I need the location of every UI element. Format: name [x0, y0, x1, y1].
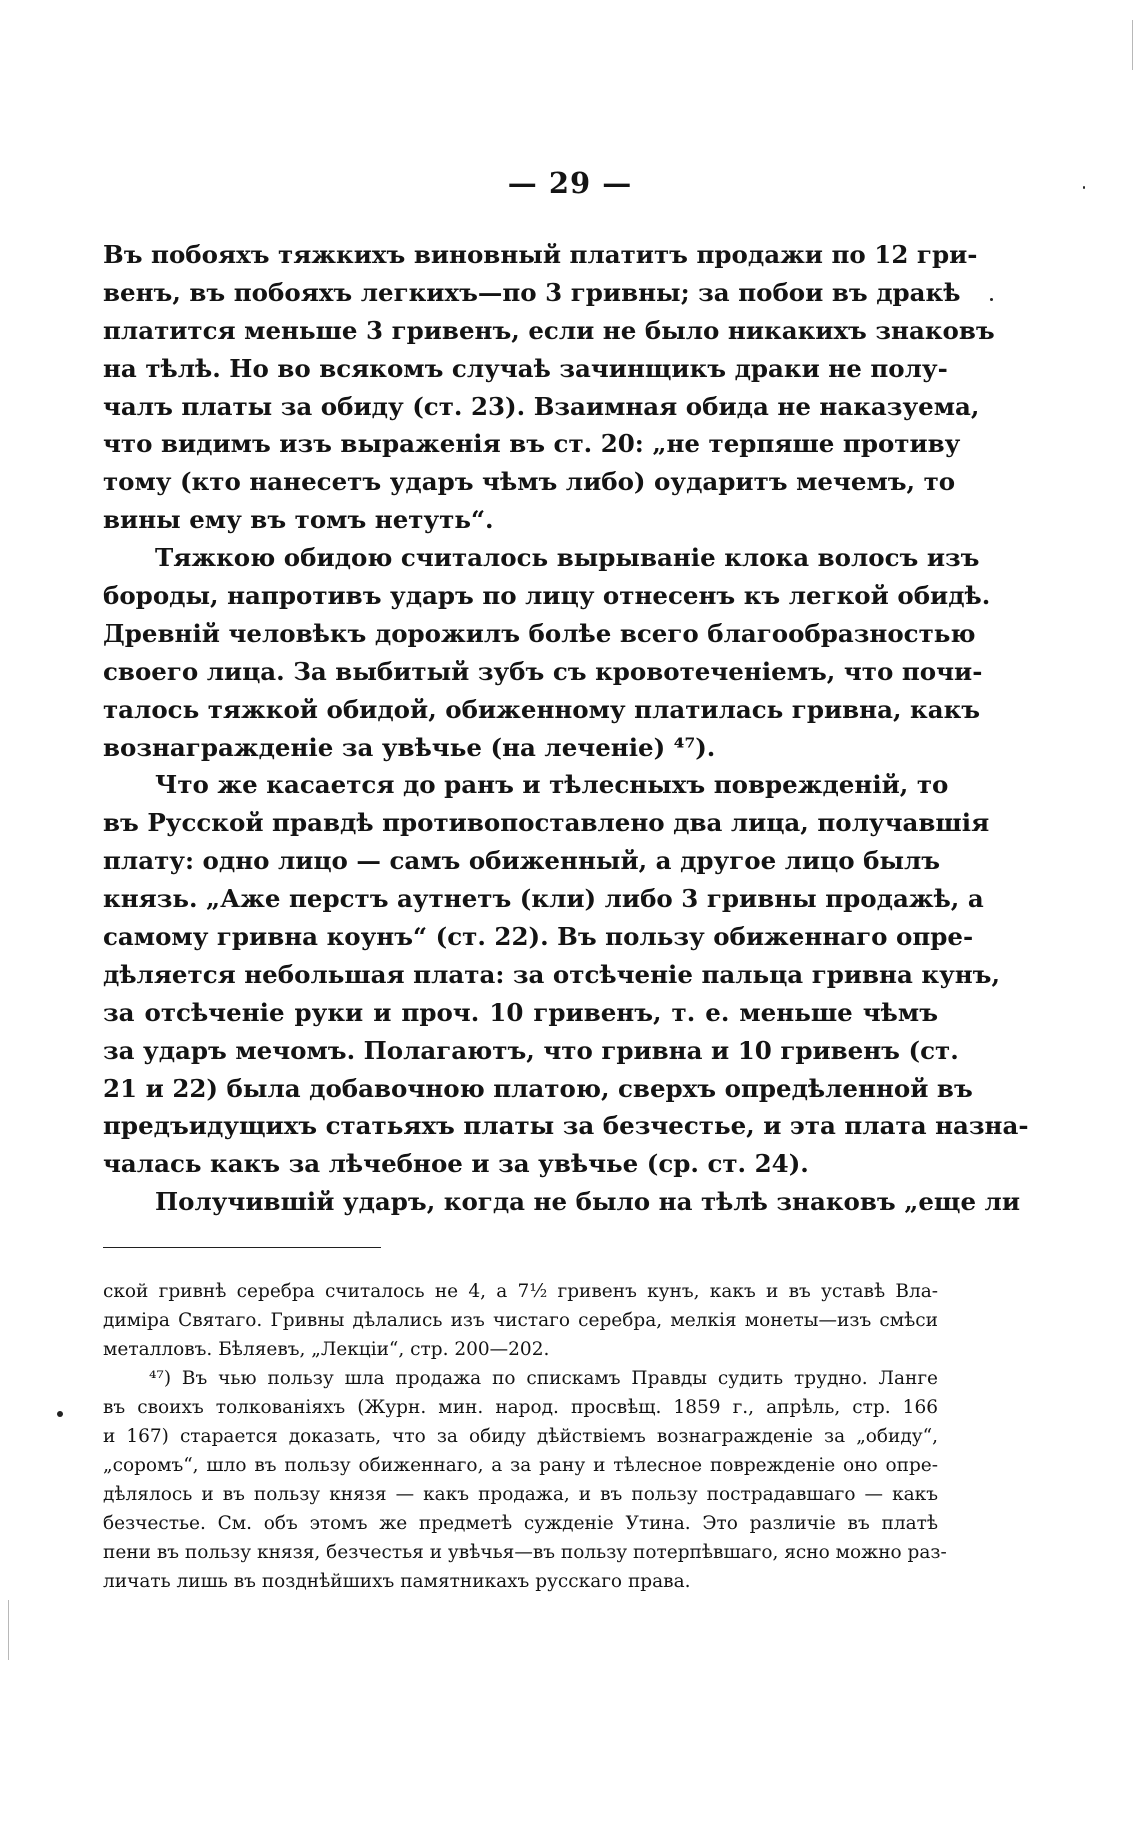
body-line: бороды, напротивъ ударъ по лицу отнесенъ къ легкой обидѣ.	[103, 581, 991, 611]
footnote-line: ⁴⁷) Въ чью пользу шла продажа по спискамъ Правды судить трудно. Ланге	[149, 1368, 938, 1389]
footnote-line: личать лишь въ позднѣйшихъ памятникахъ русскаго права.	[103, 1571, 691, 1592]
body-line: вины ему въ томъ нетуть“.	[103, 505, 494, 535]
scan-speck	[990, 298, 993, 301]
body-line: Что же касается до ранъ и тѣлесныхъ поврежденiй, то	[155, 770, 949, 800]
footnote-line: димiра Святаго. Гривны дѣлались изъ чистаго серебра, мелкiя монеты—изъ смѣси	[103, 1310, 938, 1331]
body-line: Въ побояхъ тяжкихъ виновный платитъ продажи по 12 гри-	[103, 240, 978, 269]
footnote-line: безчестье. См. объ этомъ же предметѣ сужденiе Утина. Это различiе въ платѣ	[103, 1513, 938, 1534]
body-line: дѣляется небольшая плата: за отсѣченiе пальца гривна кунъ,	[103, 959, 1001, 989]
scan-edge-mark	[1132, 20, 1133, 70]
body-line: 21 и 22) была добавочною платою, сверхъ опредѣленной въ	[103, 1073, 973, 1103]
body-line: самому гривна коунъ“ (ст. 22). Въ пользу обиженнаго опре-	[103, 922, 974, 952]
footnote-line: въ своихъ толкованiяхъ (Журн. мин. народ. просвѣщ. 1859 г., апрѣль, стр. 166	[103, 1397, 938, 1418]
body-line: своего лица. За выбитый зубъ съ кровотеченiемъ, что почи-	[103, 656, 983, 686]
body-line: Тяжкою обидою считалось вырыванiе клока волосъ изъ	[155, 543, 980, 573]
body-line: платится меньше 3 гривенъ, если не было никакихъ знаковъ	[103, 315, 995, 345]
body-line: что видимъ изъ выраженія въ ст. 20: „не терпяше противу	[103, 429, 961, 459]
footnotes	[103, 1277, 947, 1596]
footnote-divider	[103, 1247, 381, 1248]
scan-speck	[1083, 186, 1085, 189]
body-line: чалась какъ за лѣчебное и за увѣчье (ср. ст. 24).	[103, 1149, 809, 1179]
body-line: за ударъ мечомъ. Полагаютъ, что гривна и 10 гривенъ (ст.	[103, 1035, 959, 1065]
body-line: князь. „Аже перстъ аутнетъ (кли) либо 3 гривны продажѣ, а	[103, 884, 984, 914]
body-line: плату: одно лицо — самъ обиженный, а другое лицо былъ	[103, 846, 941, 876]
body-line: за отсѣченiе руки и проч. 10 гривенъ, т. е. меньше чѣмъ	[103, 997, 938, 1027]
body-line: талось тяжкой обидой, обиженному платилась гривна, какъ	[103, 694, 981, 724]
body-line: въ Русской правдѣ противопоставлено два лица, получавшiя	[103, 808, 990, 838]
body-line: венъ, въ побояхъ легкихъ—по 3 гривны; за побои въ дракѣ	[103, 277, 961, 307]
footnote-line: и 167) старается доказать, что за обиду дѣйствiемъ вознагражденiе за „обиду“,	[103, 1426, 938, 1447]
body-line: тому (кто нанесетъ ударъ чѣмъ либо) оударитъ мечемъ, то	[103, 467, 956, 497]
footnote-line: пени въ пользу князя, безчестья и увѣчья—въ пользу потерпѣвшаго, ясно можно раз-	[103, 1542, 947, 1563]
body-line: чалъ платы за обиду (ст. 23). Взаимная обида не наказуема,	[103, 391, 980, 421]
footnote-line: „соромъ“, шло въ пользу обиженнаго, а за рану и тѣлесное поврежденiе оно опре-	[103, 1455, 938, 1476]
footnote-line: ской гривнѣ серебра считалось не 4, а 7½ гривенъ кунъ, какъ и въ уставѣ Вла-	[103, 1281, 938, 1302]
body-text	[103, 236, 1029, 1221]
body-line: на тѣлѣ. Но во всякомъ случаѣ зачинщикъ драки не полу-	[103, 353, 948, 383]
scan-edge-mark	[8, 1600, 9, 1660]
scan-speck	[57, 1411, 63, 1417]
footnote-line: металловъ. Бѣляевъ, „Лекцiи“, стр. 200—202.	[103, 1339, 550, 1360]
body-line: вознагражденiе за увѣчье (на леченiе) ⁴⁷).	[103, 732, 716, 762]
body-line: Древнiй человѣкъ дорожилъ болѣе всего благообразностью	[103, 618, 976, 648]
body-line: предъидущихъ статьяхъ платы за безчестье, и эта плата назна-	[103, 1111, 1029, 1141]
footnote-line: дѣлялось и въ пользу князя — какъ продажа, и въ пользу пострадавшаго — какъ	[103, 1484, 938, 1505]
body-line: Получившiй ударъ, когда не было на тѣлѣ знаковъ „еще ли	[155, 1187, 1021, 1217]
page-number: — 29 —	[507, 166, 633, 200]
